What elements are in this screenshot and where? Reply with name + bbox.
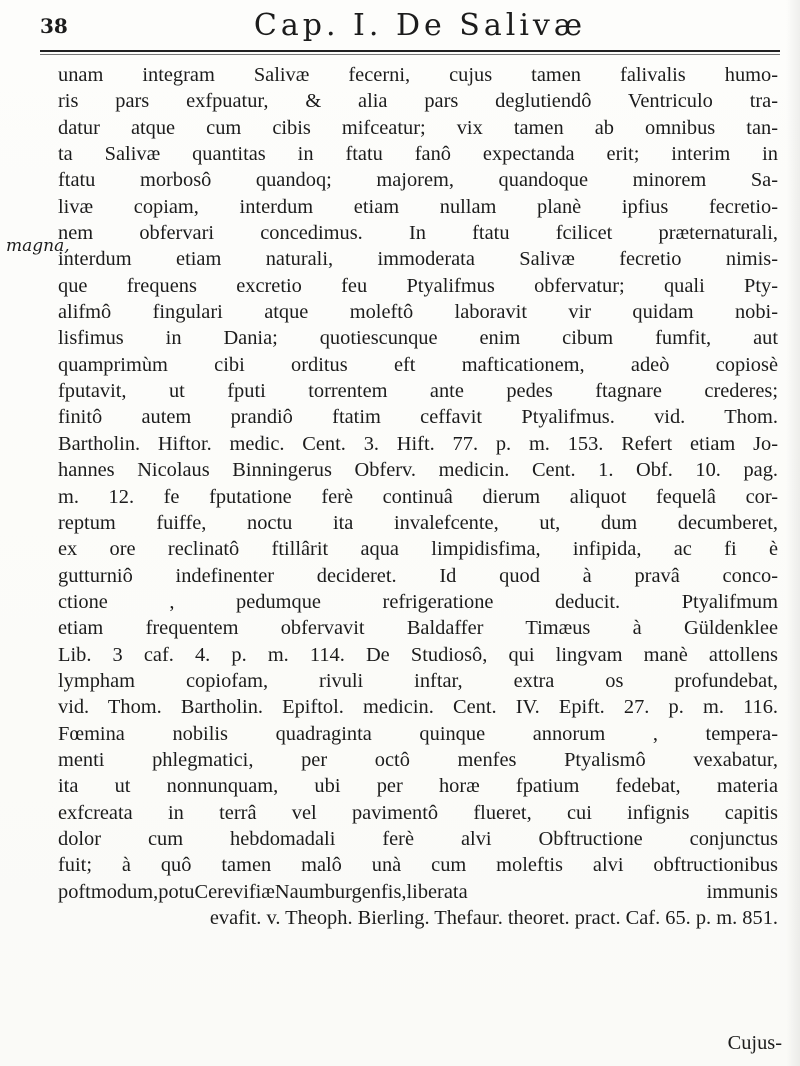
- text-line: dolor cum hebdomadali ferè alvi Obftructione conjunctus: [58, 827, 778, 850]
- text-line: ris pars exfpuatur, & alia pars deglutiendô Ventriculo tra-: [58, 90, 778, 113]
- text-line: exfcreata in terrâ vel pavimentô flueret, cui infignis capitis: [58, 801, 778, 824]
- text-line: gutturniô indefinenter decideret. Id quod à pravâ conco-: [58, 564, 778, 587]
- text-line: ex ore reclinatô ftillârit aqua limpidisfima, infipida, ac fi è: [58, 538, 778, 561]
- text-line: etiam frequentem obfervavit Baldaffer Timæus à Güldenklee: [58, 617, 778, 640]
- text-line: ita ut nonnunquam, ubi per horæ fpatium fedebat, materia: [58, 775, 778, 798]
- text-line: ftatu morbosô quandoq; majorem, quandoque minorem Sa-: [58, 169, 778, 192]
- text-line: livæ copiam, interdum etiam nullam planè ipfius fecretio-: [58, 195, 778, 218]
- page-edge-shadow: [786, 0, 800, 1066]
- catchword: Cujus-: [727, 1032, 782, 1054]
- text-line: fuit; à quô tamen malô unà cum moleftis alvi obftructionibus: [58, 854, 778, 877]
- text-line: menti phlegmatici, per octô menfes Ptyalismô vexabatur,: [58, 748, 778, 771]
- text-line: poftmodum,potuCerevifiæNaumburgenfis,liberata immunis: [58, 880, 778, 903]
- body-text: [58, 62, 778, 931]
- text-line: fputavit, ut fputi torrentem ante pedes ftagnare crederes;: [58, 380, 778, 403]
- running-title: Cap. I. De Salivæ: [253, 8, 587, 43]
- text-line: interdum etiam naturali, immoderata Salivæ fecretio nimis-: [58, 248, 778, 271]
- text-line: unam integram Salivæ fecerni, cujus tamen falivalis humo-: [58, 64, 778, 86]
- text-line: vid. Thom. Bartholin. Epiftol. medicin. Cent. IV. Epift. 27. p. m. 116.: [58, 696, 778, 719]
- text-line: evafit. v. Theoph. Bierling. Thefaur. theoret. pract. Caf. 65. p. m. 851.: [209, 907, 778, 929]
- text-line: m. 12. fe fputatione ferè continuâ dierum aliquot fequelâ cor-: [58, 485, 778, 508]
- text-line: Fœmina nobilis quadraginta quinque annorum , tempera-: [58, 722, 778, 745]
- text-line: hannes Nicolaus Binningerus Obferv. medicin. Cent. 1. Obf. 10. pag.: [58, 459, 778, 482]
- text-line: Lib. 3 caf. 4. p. m. 114. De Studiosô, qui lingvam manè attollens: [58, 643, 778, 666]
- text-line: ctione , pedumque refrigeratione deducit. Ptyalifmum: [58, 590, 778, 613]
- page-number: 38: [40, 14, 68, 38]
- header-rule-thin: [40, 54, 780, 55]
- text-line: quamprimùm cibi orditus eft mafticationem, adeò copiosè: [58, 353, 778, 376]
- text-line: reptum fuiffe, noctu ita invalefcente, ut, dum decumberet,: [58, 511, 778, 534]
- text-line: lisfimus in Dania; quotiescunque enim cibum fumfit, aut: [58, 327, 778, 350]
- text-line: finitô autem prandiô ftatim ceffavit Ptyalifmus. vid. Thom.: [58, 406, 778, 429]
- text-line: Bartholin. Hiftor. medic. Cent. 3. Hift. 77. p. m. 153. Refert etiam Jo-: [58, 432, 778, 455]
- text-line: nem obfervari concedimus. In ftatu fcilicet præternaturali,: [58, 222, 778, 245]
- text-line: ta Salivæ quantitas in ftatu fanô expectanda erit; interim in: [58, 143, 778, 166]
- text-line: alifmô fingulari atque moleftô laboravit vir quidam nobi-: [58, 301, 778, 324]
- text-line: lympham copiofam, rivuli inftar, extra os profundebat,: [58, 669, 778, 692]
- margin-note: magna,: [6, 236, 70, 256]
- text-line: datur atque cum cibis mifceatur; vix tamen ab omnibus tan-: [58, 116, 778, 139]
- header-rule: [40, 50, 780, 52]
- text-line: que frequens excretio feu Ptyalifmus obfervatur; quali Pty-: [58, 274, 778, 297]
